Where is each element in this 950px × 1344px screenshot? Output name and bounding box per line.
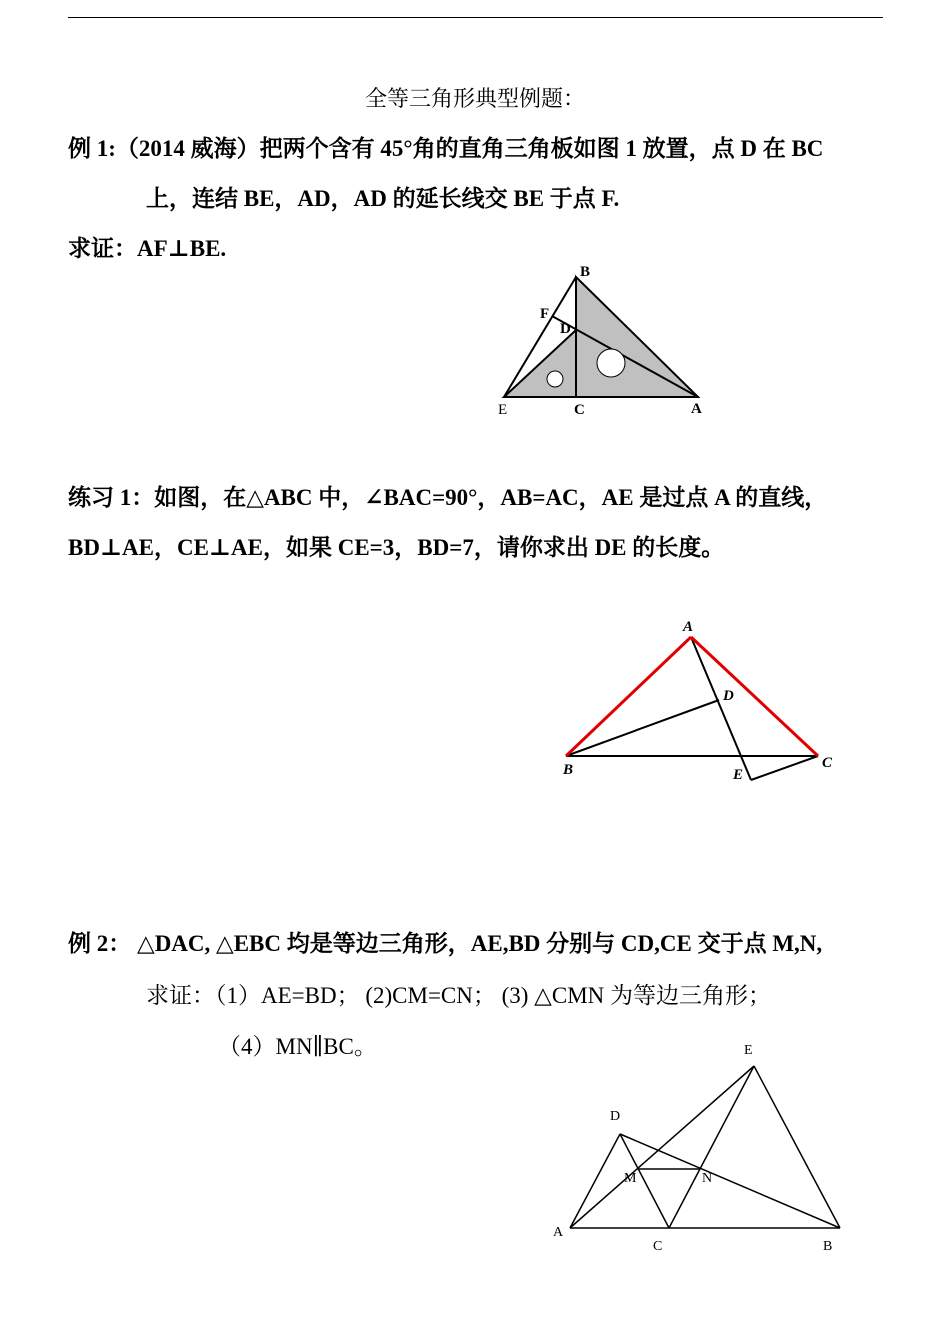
example2-line3: （4）MN∥BC。 xyxy=(218,1034,377,1059)
label-d: D xyxy=(723,688,734,704)
label-e: E xyxy=(733,767,744,783)
label-b: B xyxy=(580,264,591,280)
practice1-line1: 练习 1：如图，在△ABC 中，∠BAC=90°，AB=AC，AE 是过点 A 的直线， xyxy=(68,485,828,510)
segment-ce xyxy=(751,756,818,780)
segment-ac-highlight xyxy=(691,637,818,756)
segment-ad xyxy=(570,1134,620,1228)
label-c: C xyxy=(653,1239,663,1254)
label-f: F xyxy=(540,306,550,322)
label-e: E xyxy=(744,1043,753,1058)
segment-ae xyxy=(570,1066,754,1228)
hole-small xyxy=(547,371,563,387)
segment-eb xyxy=(754,1066,840,1228)
figure-3 xyxy=(548,1038,848,1263)
label-m: M xyxy=(624,1171,637,1186)
example2-line2: 求证：（1）AE=BD； (2)CM=CN； (3) △CMN 为等边三角形； xyxy=(146,983,772,1008)
example1-line3: 求证：AF⊥BE. xyxy=(68,236,227,261)
example1-line2: 上，连结 BE，AD，AD 的延长线交 BE 于点 F. xyxy=(146,186,620,211)
example2-line1 xyxy=(68,929,822,959)
label-b: B xyxy=(823,1239,833,1254)
label-d: D xyxy=(610,1109,621,1124)
page-title: 全等三角形典型例题： xyxy=(364,86,585,111)
label-c: C xyxy=(574,402,585,418)
segment-db xyxy=(620,1134,840,1228)
label-a: A xyxy=(553,1225,564,1240)
hole-large xyxy=(597,349,625,377)
practice1-line2: BD⊥AE，CE⊥AE，如果 CE=3，BD=7，请你求出 DE 的长度。 xyxy=(68,535,725,560)
label-a: A xyxy=(691,401,702,417)
label-a: A xyxy=(683,619,694,635)
figure-2 xyxy=(555,612,840,787)
label-d: D xyxy=(560,321,571,337)
label-e: E xyxy=(498,402,508,418)
label-n: N xyxy=(702,1171,713,1186)
segment-ab-highlight xyxy=(566,637,691,756)
example1-line1: 例 1:（2014 威海）把两个含有 45°角的直角三角板如图 1 放置，点 D 在 BC xyxy=(68,136,824,161)
triangle-abc xyxy=(576,277,698,397)
segment-bd xyxy=(566,700,719,756)
segment-ce xyxy=(669,1066,754,1228)
figure-1 xyxy=(490,258,720,423)
header-rule xyxy=(68,17,883,18)
triangle-dec xyxy=(504,330,576,397)
segment-ae xyxy=(691,637,751,780)
label-c: C xyxy=(822,755,833,771)
example2-line1-text: 例 2： △DAC, △EBC 均是等边三角形，AE,BD 分别与 CD,CE 交于点 M,N, xyxy=(68,931,823,956)
label-b: B xyxy=(563,762,574,778)
